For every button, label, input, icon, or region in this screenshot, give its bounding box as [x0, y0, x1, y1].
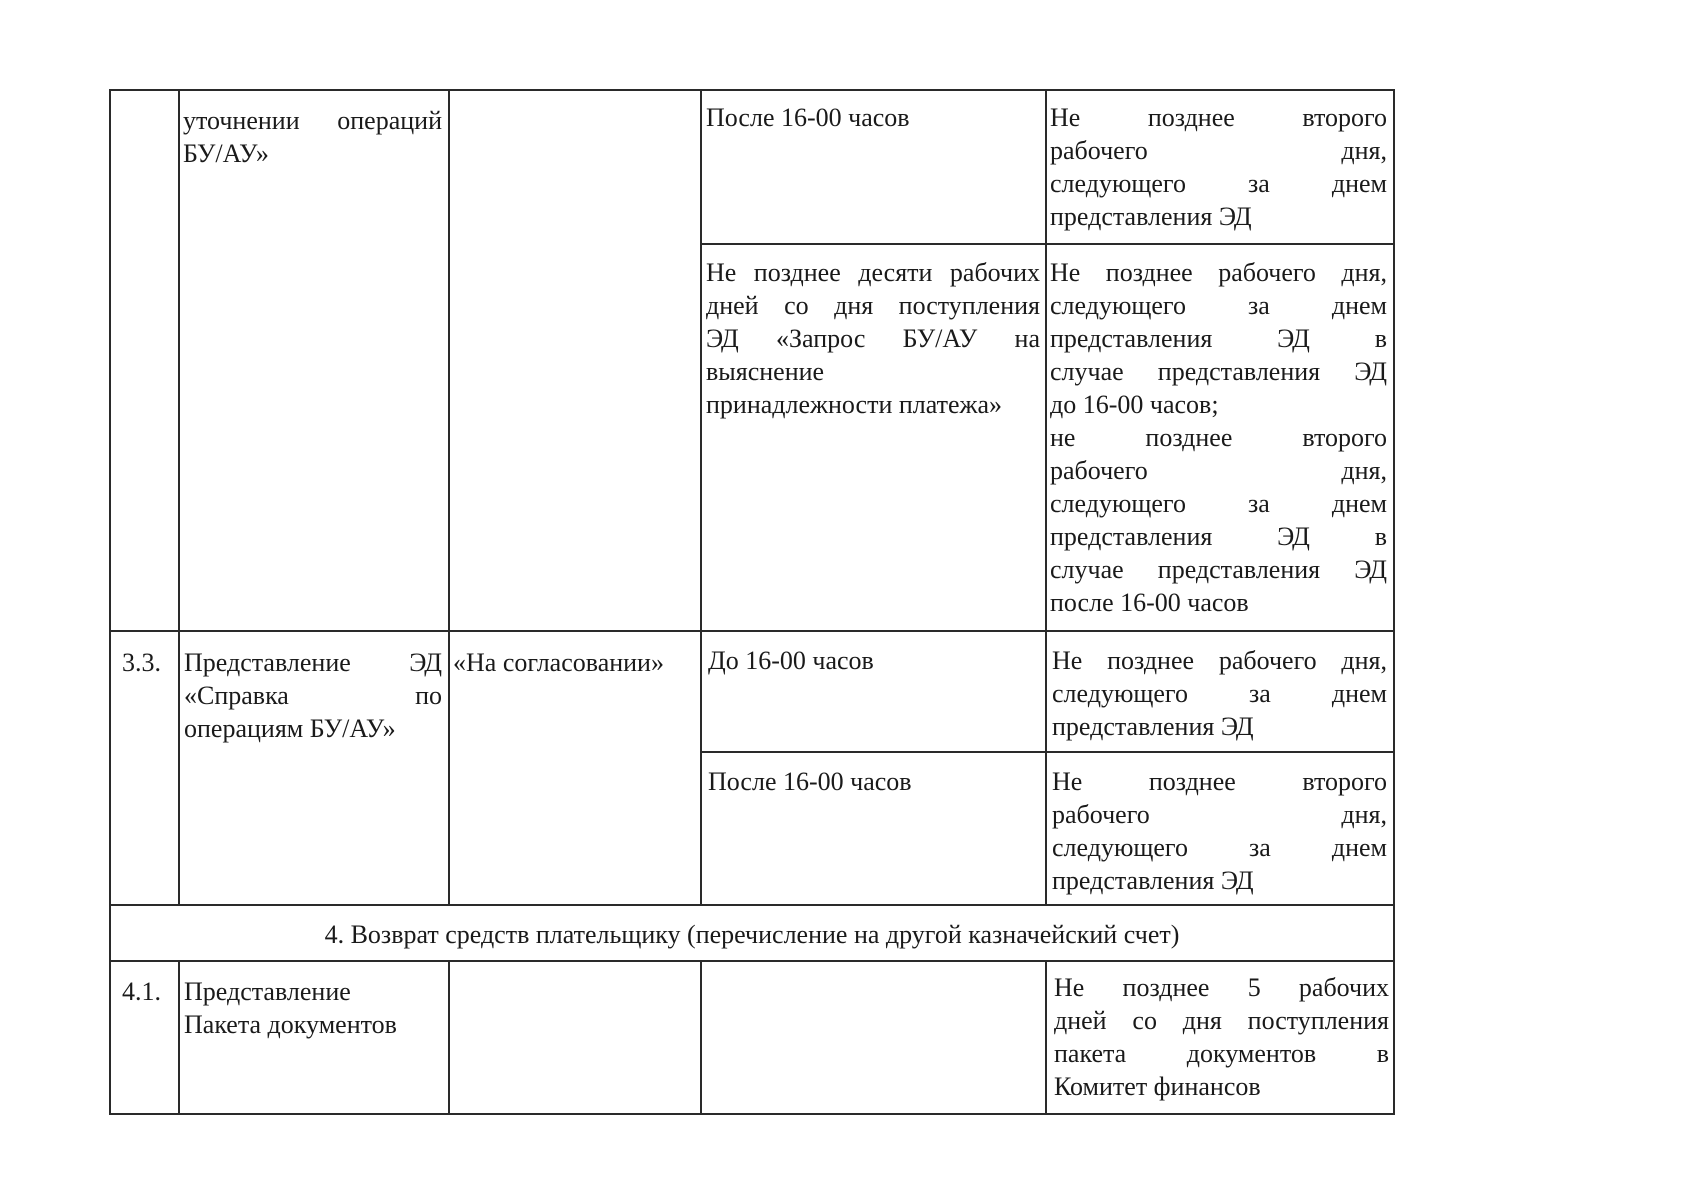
- row-3-3-deadline-2: [1052, 765, 1387, 897]
- text-line: следующего за днем: [1050, 169, 1387, 198]
- row-3-3-number: [122, 646, 176, 679]
- row-3-3-time-2: [708, 765, 1040, 798]
- grid-line: [109, 89, 1395, 91]
- grid-line: [109, 630, 1395, 632]
- text-line: Не позднее 5 рабочих: [1054, 973, 1389, 1002]
- text-line: дней со дня поступления: [1054, 1006, 1389, 1035]
- text-line: БУ/АУ»: [183, 139, 269, 168]
- text-line: Представление ЭД: [184, 648, 442, 677]
- grid-line: [1045, 89, 1047, 906]
- row-3-3-status: [453, 646, 698, 679]
- text-line: представления ЭД в: [1050, 324, 1387, 353]
- text-line: 4.1.: [122, 977, 161, 1006]
- grid-line: [109, 1113, 1395, 1115]
- row-4-1-deadline: [1054, 971, 1389, 1103]
- grid-line: [700, 89, 702, 906]
- grid-line: [109, 904, 1395, 906]
- text-line: уточнении операций: [183, 106, 442, 135]
- text-line: «Справка по: [184, 681, 442, 710]
- row-4-1-number: [122, 975, 176, 1008]
- text-line: рабочего дня,: [1050, 456, 1387, 485]
- text-line: представления ЭД: [1052, 712, 1254, 741]
- grid-line: [702, 751, 1395, 753]
- text-line: после 16-00 часов: [1050, 588, 1249, 617]
- row-cont-time-1: [706, 101, 1040, 134]
- text-line: Не позднее рабочего дня,: [1052, 646, 1387, 675]
- row-4-1-name: [184, 975, 442, 1041]
- text-line: пакета документов в: [1054, 1039, 1389, 1068]
- text-line: «На согласовании»: [453, 648, 664, 677]
- text-line: 3.3.: [122, 648, 161, 677]
- text-line: следующего за днем: [1052, 833, 1387, 862]
- text-line: следующего за днем: [1050, 291, 1387, 320]
- text-line: Не позднее рабочего дня,: [1050, 258, 1387, 287]
- text-line: Комитет финансов: [1054, 1072, 1261, 1101]
- row-3-3-name: [184, 646, 442, 745]
- text-line: представления ЭД: [1052, 866, 1254, 895]
- grid-line: [178, 960, 180, 1115]
- grid-line: [448, 960, 450, 1115]
- text-line: ЭД «Запрос БУ/АУ на: [706, 324, 1040, 353]
- text-line: После 16-00 часов: [708, 767, 912, 796]
- text-line: случае представления ЭД: [1050, 555, 1387, 584]
- grid-line: [702, 243, 1395, 245]
- grid-line: [1045, 960, 1047, 1115]
- text-line: представления ЭД: [1050, 202, 1252, 231]
- grid-line: [1393, 89, 1395, 1115]
- text-line: следующего за днем: [1052, 679, 1387, 708]
- row-cont-name: [183, 104, 442, 170]
- row-3-3-time-1: [708, 644, 1040, 677]
- text-line: рабочего дня,: [1052, 800, 1387, 829]
- row-cont-deadline-1: [1050, 101, 1387, 233]
- row-3-3-deadline-1: [1052, 644, 1387, 743]
- text-line: дней со дня поступления: [706, 291, 1040, 320]
- text-line: до 16-00 часов;: [1050, 390, 1219, 419]
- text-line: принадлежности платежа»: [706, 390, 1003, 419]
- row-cont-time-2: [706, 256, 1040, 421]
- row-cont-deadline-2: [1050, 256, 1387, 619]
- text-line: Не позднее десяти рабочих: [706, 258, 1040, 287]
- text-line: выяснение: [706, 357, 825, 386]
- grid-line: [178, 89, 180, 906]
- text-line: Не позднее второго: [1052, 767, 1387, 796]
- text-line: следующего за днем: [1050, 489, 1387, 518]
- grid-line: [109, 89, 111, 1115]
- grid-line: [448, 89, 450, 906]
- grid-line: [109, 960, 1395, 962]
- text-line: случае представления ЭД: [1050, 357, 1387, 386]
- text-line: До 16-00 часов: [708, 646, 874, 675]
- grid-line: [700, 960, 702, 1115]
- text-line: Представление: [184, 977, 351, 1006]
- text-line: представления ЭД в: [1050, 522, 1387, 551]
- section-4-title: 4. Возврат средств плательщику (перечисление на другой казначейский счет): [324, 920, 1180, 949]
- text-line: Пакета документов: [184, 1010, 397, 1039]
- text-line: не позднее второго: [1050, 423, 1387, 452]
- text-line: операциям БУ/АУ»: [184, 714, 396, 743]
- text-line: рабочего дня,: [1050, 136, 1387, 165]
- text-line: Не позднее второго: [1050, 103, 1387, 132]
- text-line: После 16-00 часов: [706, 103, 910, 132]
